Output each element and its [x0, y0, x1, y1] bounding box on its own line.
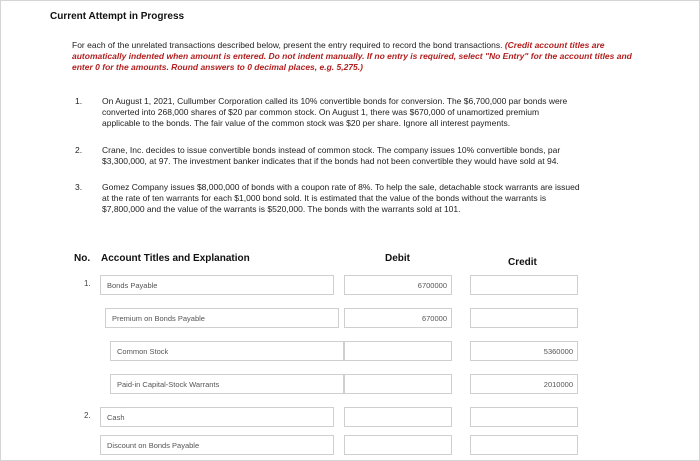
debit-amount-field[interactable]: 670000 [344, 308, 452, 328]
journal-row [0, 275, 700, 297]
credit-amount-field[interactable] [470, 275, 578, 295]
attempt-status-title: Current Attempt in Progress [50, 11, 185, 22]
debit-amount-field[interactable] [344, 341, 452, 361]
credit-amount-field[interactable] [470, 407, 578, 427]
instructions-note-2: titles are automatically indented when amount is entered. Do not indent manually. If no entry is required, select "No Entry" for the account titles [72, 40, 615, 61]
problem-line: $3,300,000, at 97. The investment banker indicates that if the bonds had not been convertible they would have sold at 94. [102, 156, 559, 166]
journal-row [0, 308, 700, 330]
problem-line: Crane, Inc. decides to issue convertible bonds instead of common stock. The company issues 10% convertible bonds, par [102, 145, 561, 155]
journal-row [0, 435, 700, 457]
debit-amount-field[interactable] [344, 407, 452, 427]
problem-line: $7,800,000 and the value of the warrants is $520,000. The bonds with the warrants sold at 101. [102, 204, 461, 214]
credit-amount-field[interactable] [470, 435, 578, 455]
credit-amount-field[interactable] [470, 308, 578, 328]
debit-amount-field[interactable]: 6700000 [344, 275, 452, 295]
journal-row [0, 374, 700, 396]
account-title-field[interactable]: Premium on Bonds Payable [105, 308, 339, 328]
instructions-note-1: (Credit account [504, 40, 568, 50]
problem-number: 2. [75, 145, 83, 155]
column-header-debit: Debit [385, 253, 410, 264]
debit-amount-field[interactable] [344, 435, 452, 455]
instructions [72, 40, 632, 73]
problem-line: at the rate of ten warrants for each $1,000 bond sold. It is estimated that the value of the bonds without the warrants is [102, 193, 547, 203]
credit-amount-field[interactable]: 2010000 [470, 374, 578, 394]
journal-row [0, 341, 700, 363]
entry-number: 1. [84, 279, 91, 288]
problem-line: applicable to the bonds. The fair value of the common stock was $20 per share. Ignore all interest payments. [102, 118, 511, 128]
account-title-field[interactable]: Discount on Bonds Payable [100, 435, 334, 455]
account-title-field[interactable]: Cash [100, 407, 334, 427]
instructions-lead: For each of the unrelated transactions described below, present the entry required to record the bond transactions. [72, 40, 503, 50]
account-title-field[interactable]: Paid-in Capital-Stock Warrants [110, 374, 344, 394]
column-header-credit: Credit [508, 257, 537, 268]
credit-amount-field[interactable]: 5360000 [470, 341, 578, 361]
problem-line: Gomez Company issues $8,000,000 of bonds with a coupon rate of 8%. To help the sale, detachable stock warrants are issued [102, 182, 580, 192]
entry-number: 2. [84, 411, 91, 420]
problem-number: 3. [75, 182, 83, 192]
account-title-field[interactable]: Bonds Payable [100, 275, 334, 295]
problem-line: converted into 268,000 shares of $20 par common stock. On August 1, there was $670,000 of unamortized premium [102, 107, 540, 117]
account-title-field[interactable]: Common Stock [110, 341, 344, 361]
instructions-note-3: and enter 0 for the amounts. Round answers to 0 decimal places, e.g. 5,275.) [72, 51, 632, 72]
column-header-account: Account Titles and Explanation [101, 253, 250, 264]
debit-amount-field[interactable] [344, 374, 452, 394]
journal-row [0, 407, 700, 429]
column-header-no: No. [74, 253, 91, 264]
problem-number: 1. [75, 96, 83, 106]
problem-line: On August 1, 2021, Cullumber Corporation called its 10% convertible bonds for conversion. The $6,700,000 par bonds were [102, 96, 568, 106]
